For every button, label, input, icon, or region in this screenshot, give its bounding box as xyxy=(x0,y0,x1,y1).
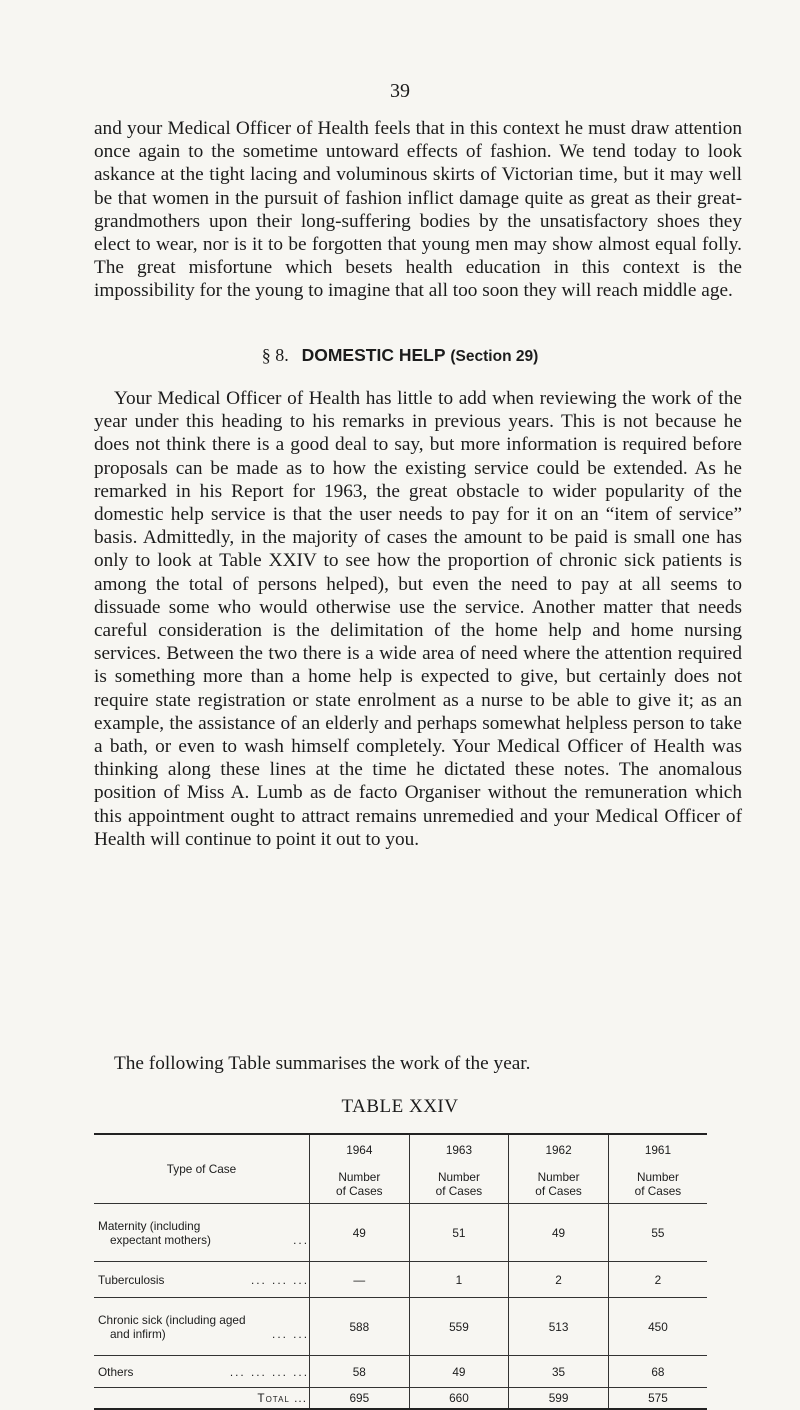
domestic-help-table xyxy=(94,1133,707,1410)
row-leader-dots: ... xyxy=(293,1232,309,1247)
table-row xyxy=(94,1298,707,1356)
table-cell: 1 xyxy=(409,1262,509,1298)
number-of-cases-header: Number of Cases xyxy=(409,1165,509,1204)
row-label xyxy=(94,1204,310,1262)
table-cell: 55 xyxy=(608,1204,707,1262)
number-of-cases-header: Number of Cases xyxy=(310,1165,410,1204)
total-cell: 660 xyxy=(409,1388,509,1410)
table-cell: 2 xyxy=(608,1262,707,1298)
row-label-line2: and infirm) xyxy=(110,1326,166,1341)
row-leader-dots: ... ... ... ... xyxy=(229,1364,309,1379)
year-header: 1962 xyxy=(509,1134,609,1165)
total-cell: 575 xyxy=(608,1388,707,1410)
row-label xyxy=(94,1262,310,1298)
row-leader-dots: ... ... xyxy=(272,1326,309,1341)
total-leader-dots: ... xyxy=(294,1391,307,1405)
table-cell: 450 xyxy=(608,1298,707,1356)
row-label xyxy=(94,1356,310,1388)
table-cell: — xyxy=(310,1262,410,1298)
row-label-line1: Maternity (including xyxy=(98,1218,201,1233)
table-title: TABLE XXIV xyxy=(341,1096,459,1117)
number-of-cases-header: Number of Cases xyxy=(608,1165,707,1204)
table-row xyxy=(94,1204,707,1262)
total-cell: 695 xyxy=(310,1388,410,1410)
table-total-row xyxy=(94,1388,707,1410)
year-header: 1964 xyxy=(310,1134,410,1165)
table-year-row xyxy=(94,1134,707,1165)
table-cell: 49 xyxy=(509,1204,609,1262)
body-paragraph: Your Medical Officer of Health has little to add when reviewing the work of the year under this heading to his remarks in previous years. This is not because he does not think there is a good deal to say, but more information is required before proposals can be made as to how the existing service could be extended. As he remarked in his Report for 1963, the great obstacle to wider popularity of the domestic help service is that the user needs to pay for it on an “item of service” basis. Admittedly, in the majority of cases the amount to be paid is small one has only to look at Table XXIV to see how the proportion of chronic sick patients is among the total of persons helped), but even the need to pay at all seems to dissuade some who would otherwise use the service. Another matter that needs careful consideration is the delimitation of the home help and home nursing services. Between the two there is a wide area of need where the attention required is something more than a home help is expected to give, but certainly does not require state registration or state enrolment as a nurse to be able to give it; as an example, the assistance of an elderly and perhaps somewhat helpless person to take a bath, or even to wash himself completely. Your Medical Officer of Health was thinking along these lines at the time he dictated these notes. The anomalous position of Miss A. Lumb as de facto Organiser without the remuneration which this appointment ought to attract remains unremedied and your Medical Officer of Health will continue to point it out to you. xyxy=(94,388,742,850)
row-label-line1: Tuberculosis xyxy=(98,1272,165,1287)
number-of-cases-header: Number of Cases xyxy=(509,1165,609,1204)
table-cell: 35 xyxy=(509,1356,609,1388)
year-header: 1961 xyxy=(608,1134,707,1165)
type-of-case-header: Type of Case xyxy=(94,1134,310,1204)
total-label xyxy=(94,1388,310,1410)
row-label xyxy=(94,1298,310,1356)
row-leader-dots: ... ... ... xyxy=(250,1272,309,1287)
table-cell: 588 xyxy=(310,1298,410,1356)
year-header: 1963 xyxy=(409,1134,509,1165)
page-number: 39 xyxy=(390,80,410,102)
table-cell: 58 xyxy=(310,1356,410,1388)
table-cell: 49 xyxy=(409,1356,509,1388)
section-reference: (Section 29) xyxy=(450,348,539,365)
table-cell: 559 xyxy=(409,1298,509,1356)
table-row xyxy=(94,1356,707,1388)
intro-paragraph: and your Medical Officer of Health feels that in this context he must draw attention once again to the sometime untoward effects of fashion. We tend today to look askance at the tight lacing and voluminous skirts of Victorian time, but it may well be that women in the pursuit of fashion inflict damage quite as great as their great-grandmothers upon their long-suffering bodies by the unsatisfactory shoes they elect to wear, nor is it to be forgotten that young men may show almost equal folly. The great misfortune which besets health education in this context is the impossibility for the young to imagine that all too soon they will reach middle age. xyxy=(94,118,742,302)
total-label-text: Total xyxy=(257,1391,290,1405)
table-row xyxy=(94,1262,707,1298)
table-cell: 51 xyxy=(409,1204,509,1262)
row-label-line1: Chronic sick (including aged xyxy=(98,1312,246,1327)
section-title: DOMESTIC HELP xyxy=(301,345,446,365)
total-cell: 599 xyxy=(509,1388,609,1410)
section-number: § 8. xyxy=(261,345,289,365)
table-intro: The following Table summarises the work of the year. xyxy=(114,1053,531,1074)
table-cell: 2 xyxy=(509,1262,609,1298)
row-label-line2: expectant mothers) xyxy=(110,1232,211,1247)
table-cell: 49 xyxy=(310,1204,410,1262)
row-label-line1: Others xyxy=(98,1364,134,1379)
table-cell: 68 xyxy=(608,1356,707,1388)
table-cell: 513 xyxy=(509,1298,609,1356)
section-heading xyxy=(0,345,800,366)
